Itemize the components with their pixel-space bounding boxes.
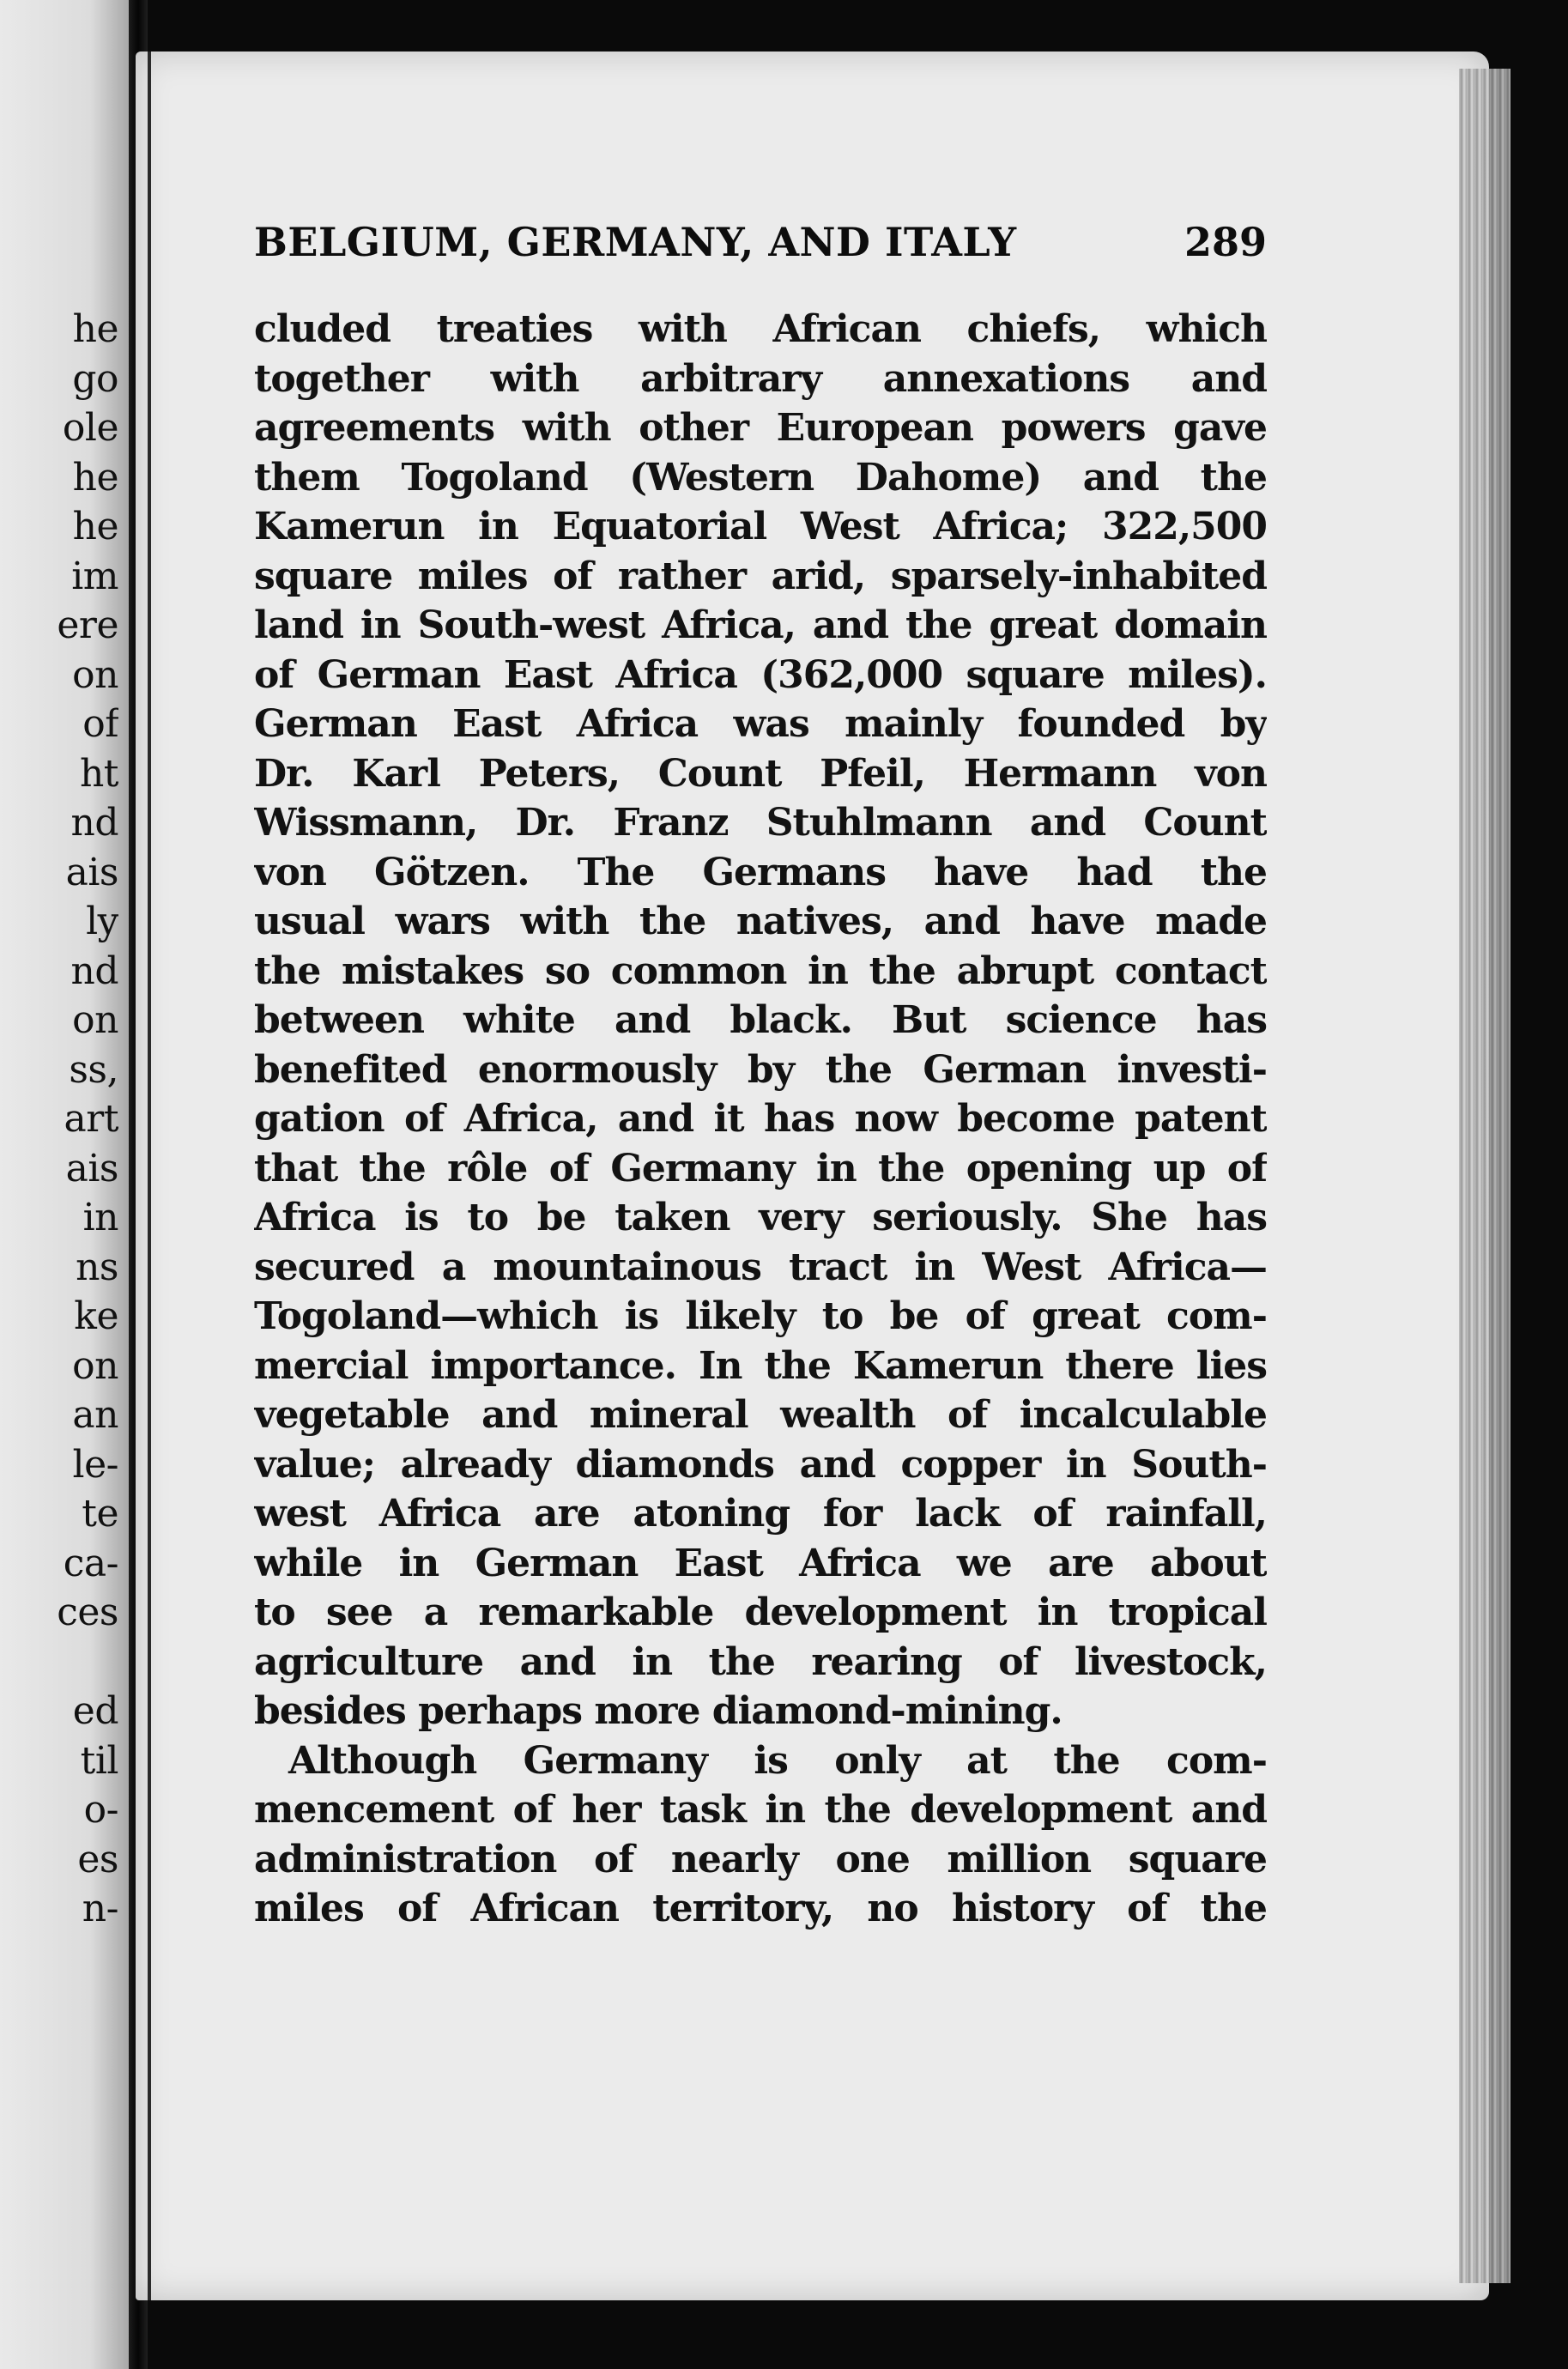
body-text	[254, 305, 1267, 1934]
text-line: the mistakes so common in the abrupt contact	[254, 948, 1267, 993]
fragment-line: ke	[74, 1294, 118, 1338]
text-line: Togoland—which is likely to be of great com-	[254, 1294, 1267, 1338]
page-fold-line	[148, 52, 151, 2300]
fragment-line: im	[71, 554, 118, 598]
facing-page-text-fragments	[0, 305, 118, 1934]
fragment-line: ed	[72, 1689, 118, 1733]
fragment-line: ais	[65, 1146, 118, 1191]
fragment-line: n-	[82, 1887, 118, 1930]
text-line: Kamerun in Equatorial West Africa; 322,500	[254, 505, 1267, 548]
fragment-line: ss,	[69, 1047, 118, 1092]
text-line: land in South-west Africa, and the great domain	[254, 603, 1267, 647]
text-line: between white and black. But science has	[254, 998, 1267, 1042]
fragment-line: ca-	[63, 1541, 118, 1585]
text-line: agreements with other European powers gave	[254, 406, 1267, 450]
text-line: vegetable and mineral wealth of incalculable	[254, 1393, 1267, 1437]
fragment-line: go	[72, 356, 118, 401]
text-line: von Götzen. The Germans have had the	[254, 850, 1267, 894]
fragment-line: ns	[76, 1245, 118, 1289]
fragment-line	[0, 1638, 118, 1687]
fragment-line: til	[80, 1738, 118, 1783]
fragment-line: te	[82, 1492, 118, 1536]
text-line: miles of African territory, no history of the	[254, 1887, 1267, 1930]
text-line: besides perhaps more diamond-mining.	[254, 1689, 1062, 1733]
text-line: value; already diamonds and copper in South-	[254, 1442, 1267, 1487]
text-line: Africa is to be taken very seriously. She has	[254, 1196, 1267, 1239]
text-line: Dr. Karl Peters, Count Pfeil, Hermann von	[254, 751, 1267, 796]
fragment-line: an	[72, 1393, 118, 1437]
fragment-line: ole	[62, 406, 118, 450]
fragment-line: on	[72, 652, 118, 697]
text-line: Wissmann, Dr. Franz Stuhlmann and Count	[254, 801, 1267, 845]
fragment-line: ht	[79, 751, 118, 796]
running-head-title: BELGIUM, GERMANY, AND ITALY	[254, 219, 1017, 265]
fragment-line: of	[82, 702, 118, 746]
fragment-line: ly	[86, 900, 118, 943]
fragment-line: le-	[72, 1442, 118, 1487]
text-line: cluded treaties with African chiefs, which	[254, 307, 1267, 351]
fragment-line: art	[64, 1097, 118, 1141]
text-line: to see a remarkable development in tropical	[254, 1590, 1267, 1634]
text-line: secured a mountainous tract in West Africa—	[254, 1245, 1267, 1289]
text-line: agriculture and in the rearing of livestock,	[254, 1639, 1267, 1684]
page-number: 289	[1184, 219, 1267, 265]
text-line: of German East Africa (362,000 square miles).	[254, 652, 1267, 697]
fragment-line: o-	[83, 1788, 118, 1832]
paragraph-start-line: Although Germany is only at the com-	[288, 1738, 1267, 1783]
fragment-line: ais	[65, 850, 118, 894]
text-line: mencement of her task in the development and	[254, 1788, 1267, 1832]
fragment-line: on	[72, 998, 118, 1042]
text-line: usual wars with the natives, and have made	[254, 900, 1267, 943]
text-line: west Africa are atoning for lack of rainfall,	[254, 1492, 1267, 1536]
fragment-line: ces	[57, 1590, 118, 1634]
fragment-line: ere	[57, 603, 118, 647]
fragment-line: in	[82, 1196, 118, 1239]
fragment-line: he	[72, 307, 118, 351]
fragment-line: nd	[70, 948, 118, 993]
text-line: them Togoland (Western Dahome) and the	[254, 455, 1267, 500]
facing-page-left	[0, 0, 129, 2369]
fragment-line: nd	[70, 801, 118, 845]
fragment-line: on	[72, 1343, 118, 1388]
text-line: square miles of rather arid, sparsely-inhabited	[254, 554, 1267, 598]
fragment-line: he	[72, 455, 118, 500]
fragment-line: he	[72, 505, 118, 548]
text-line: mercial importance. In the Kamerun there lies	[254, 1343, 1267, 1388]
text-line: that the rôle of Germany in the opening up of	[254, 1146, 1267, 1191]
text-line: while in German East Africa we are about	[254, 1541, 1267, 1585]
text-line: together with arbitrary annexations and	[254, 356, 1267, 401]
text-line: German East Africa was mainly founded by	[254, 702, 1267, 746]
fragment-line: es	[77, 1837, 118, 1881]
text-line: administration of nearly one million square	[254, 1837, 1267, 1881]
text-line: gation of Africa, and it has now become patent	[254, 1097, 1267, 1141]
text-line: benefited enormously by the German investi-	[254, 1047, 1267, 1092]
page-edges	[1459, 69, 1510, 2283]
